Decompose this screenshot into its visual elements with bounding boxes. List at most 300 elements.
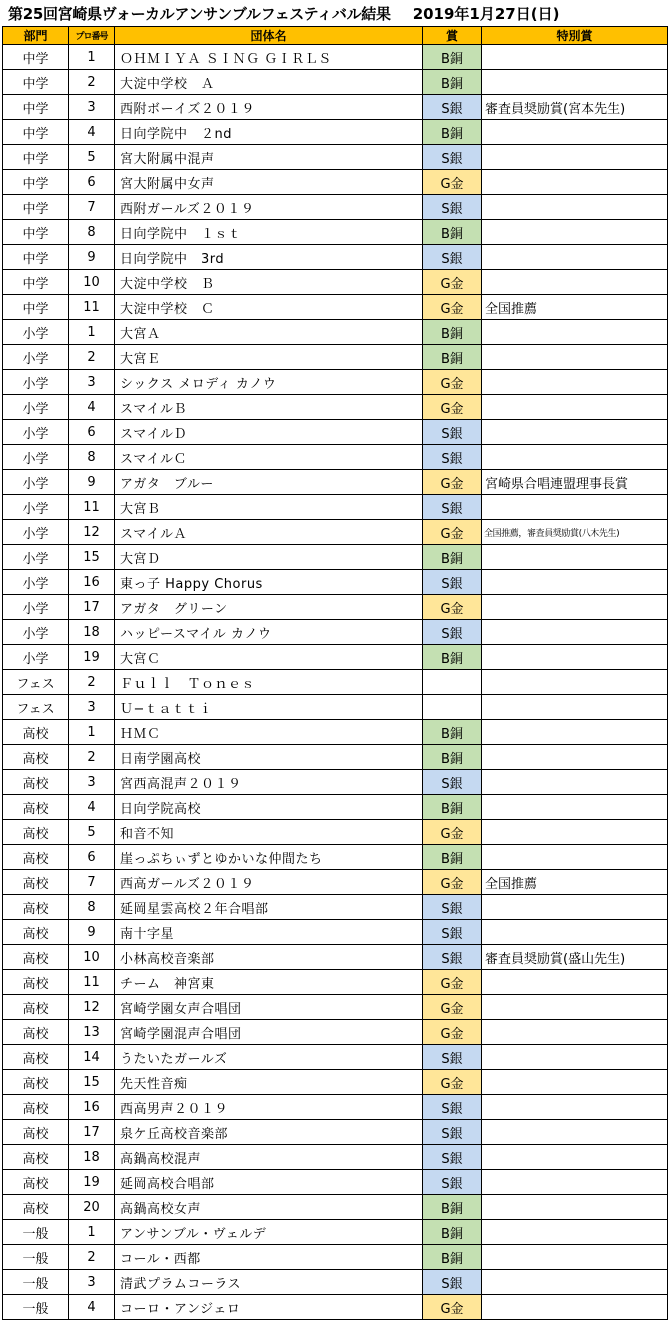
group-name-cell: うたいたガールズ (115, 1045, 423, 1070)
award-cell: S銀 (423, 1095, 482, 1120)
special-award-cell (482, 745, 668, 770)
division-cell: 高校 (3, 1095, 69, 1120)
division-cell: 小学 (3, 520, 69, 545)
award-cell: G金 (423, 1070, 482, 1095)
table-row (3, 1220, 668, 1245)
table-row (3, 45, 668, 70)
special-award-cell (482, 145, 668, 170)
division-cell: 高校 (3, 1120, 69, 1145)
program-number-cell: 15 (69, 545, 115, 570)
table-row (3, 1120, 668, 1145)
table-row (3, 70, 668, 95)
program-number-cell: 19 (69, 645, 115, 670)
division-cell: フェス (3, 695, 69, 720)
award-cell: B銅 (423, 720, 482, 745)
group-name-cell: 高鍋高校女声 (115, 1195, 423, 1220)
division-cell: 中学 (3, 95, 69, 120)
program-number-cell: 2 (69, 70, 115, 95)
award-cell: G金 (423, 395, 482, 420)
program-number-cell: 5 (69, 820, 115, 845)
special-award-cell (482, 1270, 668, 1295)
header-award: 賞 (423, 27, 482, 45)
special-award-cell (482, 720, 668, 745)
program-number-cell: 1 (69, 1220, 115, 1245)
program-number-cell: 12 (69, 520, 115, 545)
award-cell: B銅 (423, 320, 482, 345)
division-cell: 中学 (3, 170, 69, 195)
table-row (3, 245, 668, 270)
special-award-cell (482, 45, 668, 70)
table-row (3, 470, 668, 495)
program-number-cell: 19 (69, 1170, 115, 1195)
special-award-cell (482, 920, 668, 945)
award-cell: B銅 (423, 45, 482, 70)
award-cell: B銅 (423, 1245, 482, 1270)
table-row (3, 120, 668, 145)
program-number-cell: 5 (69, 145, 115, 170)
program-number-cell: 7 (69, 870, 115, 895)
division-cell: 中学 (3, 270, 69, 295)
special-award-cell (482, 70, 668, 95)
division-cell: 一般 (3, 1220, 69, 1245)
division-cell: 高校 (3, 895, 69, 920)
award-cell: S銀 (423, 495, 482, 520)
award-cell: B銅 (423, 1220, 482, 1245)
group-name-cell: シックス メロディ カノウ (115, 370, 423, 395)
table-row (3, 220, 668, 245)
award-cell: S銀 (423, 945, 482, 970)
award-cell: G金 (423, 270, 482, 295)
award-cell: S銀 (423, 1120, 482, 1145)
special-award-cell (482, 120, 668, 145)
division-cell: 小学 (3, 345, 69, 370)
page-title (0, 0, 670, 26)
award-cell: G金 (423, 595, 482, 620)
award-cell: S銀 (423, 770, 482, 795)
program-number-cell: 7 (69, 195, 115, 220)
group-name-cell: 宮大附属中混声 (115, 145, 423, 170)
award-cell: B銅 (423, 345, 482, 370)
group-name-cell: 日向学院中 3rd (115, 245, 423, 270)
group-name-cell: 宮崎学園女声合唱団 (115, 995, 423, 1020)
special-award-cell (482, 995, 668, 1020)
award-cell: G金 (423, 970, 482, 995)
program-number-cell: 11 (69, 970, 115, 995)
division-cell: 高校 (3, 1020, 69, 1045)
program-number-cell: 2 (69, 745, 115, 770)
award-cell: S銀 (423, 245, 482, 270)
group-name-cell: 延岡星雲高校２年合唱部 (115, 895, 423, 920)
group-name-cell: アガタ ブルー (115, 470, 423, 495)
division-cell: 高校 (3, 945, 69, 970)
division-cell: 高校 (3, 920, 69, 945)
division-cell: 中学 (3, 295, 69, 320)
division-cell: 一般 (3, 1270, 69, 1295)
program-number-cell: 3 (69, 1270, 115, 1295)
special-award-cell (482, 445, 668, 470)
group-name-cell: 日向学院中 １ｓｔ (115, 220, 423, 245)
table-row (3, 520, 668, 545)
program-number-cell: 17 (69, 1120, 115, 1145)
special-award-cell (482, 770, 668, 795)
special-award-cell (482, 595, 668, 620)
program-number-cell: 2 (69, 1245, 115, 1270)
table-row (3, 1095, 668, 1120)
special-award-cell (482, 1020, 668, 1045)
program-number-cell: 6 (69, 170, 115, 195)
table-row (3, 370, 668, 395)
table-row (3, 1070, 668, 1095)
division-cell: 高校 (3, 995, 69, 1020)
program-number-cell: 1 (69, 320, 115, 345)
special-award-cell (482, 670, 668, 695)
table-row (3, 745, 668, 770)
group-name-cell: スマイルＢ (115, 395, 423, 420)
table-row (3, 895, 668, 920)
special-award-cell (482, 495, 668, 520)
award-cell: G金 (423, 870, 482, 895)
group-name-cell: 西附ボーイズ２０１９ (115, 95, 423, 120)
award-cell: G金 (423, 295, 482, 320)
program-number-cell: 2 (69, 345, 115, 370)
special-award-cell (482, 1220, 668, 1245)
table-row (3, 420, 668, 445)
table-row (3, 445, 668, 470)
group-name-cell: アンサンブル・ヴェルデ (115, 1220, 423, 1245)
award-cell: B銅 (423, 795, 482, 820)
program-number-cell: 15 (69, 1070, 115, 1095)
award-cell: S銀 (423, 95, 482, 120)
table-row (3, 1020, 668, 1045)
special-award-cell (482, 695, 668, 720)
group-name-cell: 崖っぷちぃずとゆかいな仲間たち (115, 845, 423, 870)
table-row (3, 1145, 668, 1170)
special-award-cell (482, 1145, 668, 1170)
program-number-cell: 3 (69, 770, 115, 795)
table-row (3, 1295, 668, 1320)
division-cell: フェス (3, 670, 69, 695)
award-cell: G金 (423, 370, 482, 395)
group-name-cell: ハッピースマイル カノウ (115, 620, 423, 645)
award-cell: S銀 (423, 145, 482, 170)
group-name-cell: 日南学園高校 (115, 745, 423, 770)
group-name-cell: 西附ガールズ２０１９ (115, 195, 423, 220)
division-cell: 小学 (3, 570, 69, 595)
award-cell: G金 (423, 995, 482, 1020)
award-cell: S銀 (423, 420, 482, 445)
group-name-cell: 大淀中学校 Ｂ (115, 270, 423, 295)
program-number-cell: 9 (69, 245, 115, 270)
program-number-cell: 9 (69, 470, 115, 495)
table-row (3, 770, 668, 795)
table-row (3, 495, 668, 520)
group-name-cell: 大淀中学校 Ａ (115, 70, 423, 95)
table-row (3, 845, 668, 870)
program-number-cell: 4 (69, 395, 115, 420)
group-name-cell: スマイルＤ (115, 420, 423, 445)
table-row (3, 720, 668, 745)
award-cell: S銀 (423, 1045, 482, 1070)
special-award-cell (482, 270, 668, 295)
division-cell: 一般 (3, 1245, 69, 1270)
group-name-cell: 大宮Ｅ (115, 345, 423, 370)
group-name-cell: 大淀中学校 Ｃ (115, 295, 423, 320)
group-name-cell: 泉ケ丘高校音楽部 (115, 1120, 423, 1145)
special-award-cell (482, 420, 668, 445)
award-cell: S銀 (423, 195, 482, 220)
award-cell: B銅 (423, 120, 482, 145)
table-row (3, 995, 668, 1020)
table-row (3, 195, 668, 220)
table-row (3, 820, 668, 845)
division-cell: 中学 (3, 45, 69, 70)
program-number-cell: 18 (69, 1145, 115, 1170)
award-cell (423, 695, 482, 720)
group-name-cell: 日向学院中 ２nd (115, 120, 423, 145)
program-number-cell: 3 (69, 695, 115, 720)
special-award-cell (482, 245, 668, 270)
group-name-cell: スマイルＡ (115, 520, 423, 545)
program-number-cell: 11 (69, 295, 115, 320)
division-cell: 高校 (3, 845, 69, 870)
group-name-cell: 先天性音痴 (115, 1070, 423, 1095)
award-cell: B銅 (423, 645, 482, 670)
division-cell: 小学 (3, 545, 69, 570)
division-cell: 小学 (3, 495, 69, 520)
program-number-cell: 16 (69, 1095, 115, 1120)
program-number-cell: 10 (69, 945, 115, 970)
division-cell: 小学 (3, 320, 69, 345)
table-row (3, 795, 668, 820)
division-cell: 小学 (3, 395, 69, 420)
program-number-cell: 1 (69, 720, 115, 745)
results-table-part1 (2, 26, 668, 1045)
award-cell: G金 (423, 520, 482, 545)
special-award-cell (482, 345, 668, 370)
award-cell: B銅 (423, 220, 482, 245)
special-award-cell: 全国推薦，審査員奨励賞(八木先生) (482, 520, 668, 545)
special-award-cell (482, 620, 668, 645)
special-award-cell (482, 170, 668, 195)
special-award-cell (482, 1120, 668, 1145)
special-award-cell: 全国推薦 (482, 295, 668, 320)
group-name-cell: 小林高校音楽部 (115, 945, 423, 970)
special-award-cell (482, 820, 668, 845)
special-award-cell (482, 970, 668, 995)
division-cell: 中学 (3, 245, 69, 270)
group-name-cell: ＯＨＭＩＹＡ ＳＩＮＧ ＧＩＲＬＳ (115, 45, 423, 70)
special-award-cell: 宮崎県合唱連盟理事長賞 (482, 470, 668, 495)
group-name-cell: 西高男声２０１９ (115, 1095, 423, 1120)
group-name-cell: 大宮Ｄ (115, 545, 423, 570)
table-row (3, 1045, 668, 1070)
award-cell: S銀 (423, 1145, 482, 1170)
program-number-cell: 3 (69, 370, 115, 395)
program-number-cell: 11 (69, 495, 115, 520)
header-special: 特別賞 (482, 27, 668, 45)
award-cell: B銅 (423, 545, 482, 570)
table-row (3, 970, 668, 995)
award-cell: B銅 (423, 745, 482, 770)
special-award-cell: 審査員奨励賞(盛山先生) (482, 945, 668, 970)
header-row (3, 27, 668, 45)
special-award-cell (482, 1045, 668, 1070)
division-cell: 高校 (3, 1045, 69, 1070)
division-cell: 高校 (3, 1070, 69, 1095)
title-date: 2019年1月27日(日) (412, 4, 560, 23)
table-row (3, 1270, 668, 1295)
group-name-cell: 宮大附属中女声 (115, 170, 423, 195)
division-cell: 一般 (3, 1295, 69, 1320)
group-name-cell: コーロ・アンジェロ (115, 1295, 423, 1320)
group-name-cell: 高鍋高校混声 (115, 1145, 423, 1170)
program-number-cell: 4 (69, 795, 115, 820)
division-cell: 高校 (3, 820, 69, 845)
special-award-cell (482, 1170, 668, 1195)
table-row (3, 1170, 668, 1195)
special-award-cell (482, 370, 668, 395)
award-cell: B銅 (423, 70, 482, 95)
program-number-cell: 18 (69, 620, 115, 645)
header-program: プロ番号 (69, 27, 115, 45)
division-cell: 高校 (3, 720, 69, 745)
division-cell: 小学 (3, 645, 69, 670)
division-cell: 小学 (3, 470, 69, 495)
program-number-cell: 4 (69, 1295, 115, 1320)
special-award-cell (482, 195, 668, 220)
program-number-cell: 8 (69, 220, 115, 245)
program-number-cell: 1 (69, 45, 115, 70)
table-row (3, 170, 668, 195)
award-cell: B銅 (423, 1195, 482, 1220)
division-cell: 小学 (3, 595, 69, 620)
division-cell: 高校 (3, 770, 69, 795)
award-cell: S銀 (423, 1270, 482, 1295)
special-award-cell (482, 1070, 668, 1095)
group-name-cell: 宮崎学園混声合唱団 (115, 1020, 423, 1045)
table-row (3, 1245, 668, 1270)
division-cell: 高校 (3, 1145, 69, 1170)
group-name-cell: 大宮Ａ (115, 320, 423, 345)
special-award-cell (482, 395, 668, 420)
program-number-cell: 10 (69, 270, 115, 295)
program-number-cell: 17 (69, 595, 115, 620)
table-row (3, 595, 668, 620)
special-award-cell: 全国推薦 (482, 870, 668, 895)
table-row (3, 270, 668, 295)
program-number-cell: 2 (69, 670, 115, 695)
special-award-cell (482, 845, 668, 870)
award-cell: S銀 (423, 620, 482, 645)
division-cell: 中学 (3, 195, 69, 220)
award-cell: S銀 (423, 1170, 482, 1195)
table-row (3, 945, 668, 970)
table-row (3, 670, 668, 695)
program-number-cell: 8 (69, 445, 115, 470)
program-number-cell: 4 (69, 120, 115, 145)
division-cell: 小学 (3, 370, 69, 395)
division-cell: 中学 (3, 120, 69, 145)
division-cell: 中学 (3, 145, 69, 170)
group-name-cell: 日向学院高校 (115, 795, 423, 820)
group-name-cell: 清武プラムコーラス (115, 1270, 423, 1295)
special-award-cell (482, 895, 668, 920)
program-number-cell: 13 (69, 1020, 115, 1045)
table-row (3, 545, 668, 570)
special-award-cell (482, 1295, 668, 1320)
division-cell: 中学 (3, 70, 69, 95)
table-row (3, 320, 668, 345)
group-name-cell: 大宮Ｃ (115, 645, 423, 670)
table-row (3, 570, 668, 595)
table-row (3, 870, 668, 895)
program-number-cell: 14 (69, 1045, 115, 1070)
group-name-cell: 西高ガールズ２０１９ (115, 870, 423, 895)
award-cell: S銀 (423, 920, 482, 945)
award-cell (423, 670, 482, 695)
table-row (3, 395, 668, 420)
title-main: 第25回宮崎県ヴォーカルアンサンブルフェスティバル結果 (8, 4, 391, 23)
program-number-cell: 6 (69, 845, 115, 870)
award-cell: G金 (423, 1295, 482, 1320)
division-cell: 小学 (3, 445, 69, 470)
table-row (3, 345, 668, 370)
special-award-cell (482, 1195, 668, 1220)
special-award-cell (482, 320, 668, 345)
group-name-cell: 東っ子 Happy Chorus (115, 570, 423, 595)
table-row (3, 295, 668, 320)
program-number-cell: 3 (69, 95, 115, 120)
program-number-cell: 8 (69, 895, 115, 920)
division-cell: 高校 (3, 1195, 69, 1220)
division-cell: 小学 (3, 620, 69, 645)
special-award-cell (482, 545, 668, 570)
group-name-cell: 延岡高校合唱部 (115, 1170, 423, 1195)
header-division: 部門 (3, 27, 69, 45)
award-cell: S銀 (423, 570, 482, 595)
special-award-cell (482, 1095, 668, 1120)
program-number-cell: 20 (69, 1195, 115, 1220)
special-award-cell (482, 220, 668, 245)
award-cell: B銅 (423, 845, 482, 870)
division-cell: 小学 (3, 420, 69, 445)
group-name-cell: 大宮Ｂ (115, 495, 423, 520)
group-name-cell: 和音不知 (115, 820, 423, 845)
header-group: 団体名 (115, 27, 423, 45)
award-cell: G金 (423, 470, 482, 495)
program-number-cell: 9 (69, 920, 115, 945)
special-award-cell (482, 795, 668, 820)
table-row (3, 645, 668, 670)
program-number-cell: 6 (69, 420, 115, 445)
award-cell: G金 (423, 170, 482, 195)
program-number-cell: 12 (69, 995, 115, 1020)
division-cell: 高校 (3, 870, 69, 895)
special-award-cell (482, 570, 668, 595)
division-cell: 高校 (3, 1170, 69, 1195)
award-cell: S銀 (423, 895, 482, 920)
table-row (3, 145, 668, 170)
group-name-cell: コール・西都 (115, 1245, 423, 1270)
group-name-cell: スマイルＣ (115, 445, 423, 470)
special-award-cell (482, 645, 668, 670)
award-cell: G金 (423, 1020, 482, 1045)
table-row (3, 920, 668, 945)
division-cell: 高校 (3, 795, 69, 820)
division-cell: 高校 (3, 745, 69, 770)
award-cell: G金 (423, 820, 482, 845)
table-row (3, 620, 668, 645)
